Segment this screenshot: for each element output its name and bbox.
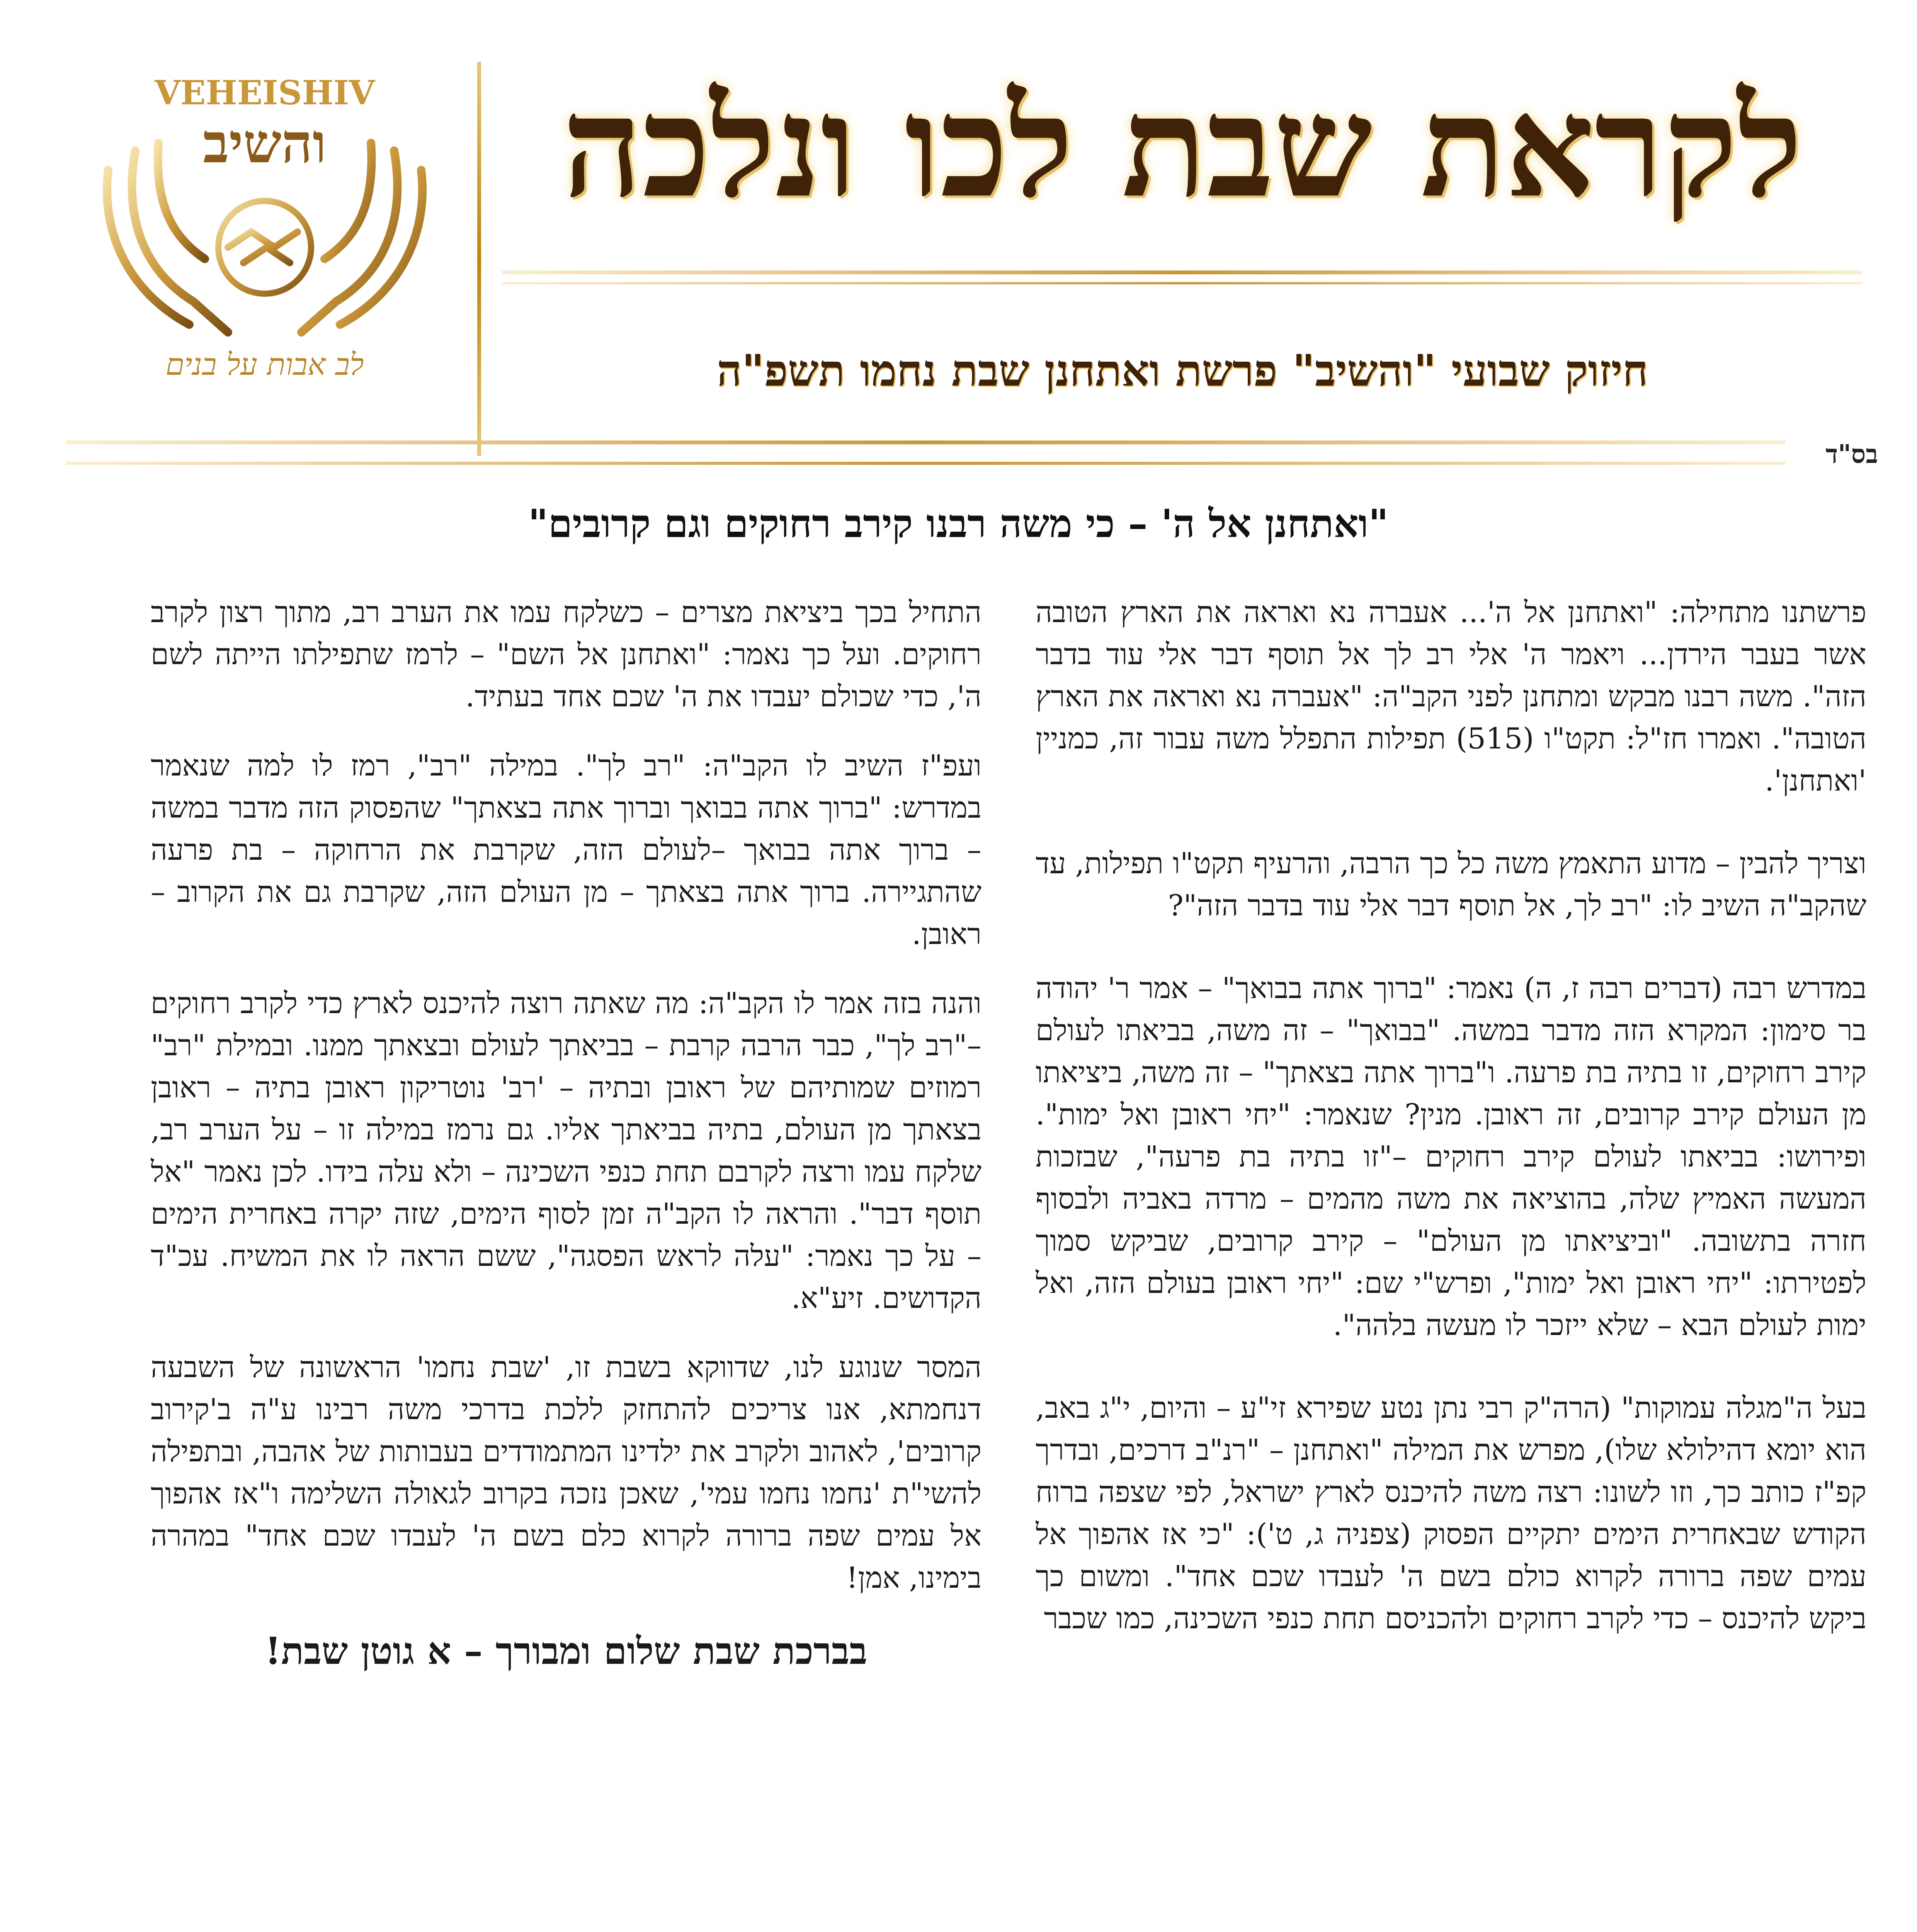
logo-name: והשיב [203, 112, 327, 175]
header-rule-top [66, 440, 1785, 444]
paragraph: וצריך להבין – מדוע התאמץ משה כל כך הרבה, והרעיף תקט"ו תפילות, עד שהקב"ה השיב לו: "רב לך, אל תוסף דבר אלי עוד בדבר הזה"? [1036, 846, 1866, 922]
paragraph: התחיל בכך ביציאת מצרים – כשלקח עמו את הערב רב, מתוך רצון לקרב רחוקים. ועל כך נאמר: "ואתחנן אל השם" – לרמז שתפילתו הייתה לשם ה', כדי שכולם יעבדו את ה' שכם אחד בעתיד. [151, 595, 981, 713]
masthead-divider [477, 62, 481, 456]
paragraph: המסר שנוגע לנו, שדווקא בשבת זו, 'שבת נחמו' הראשונה של השבעה דנחמתא, אנו צריכים להתחזק ללכת בדרכי משה רבינו ע"ה ב'קירוב קרובים', לאהוב ולקרב את ילדינו המתמודדים בעבותות של אהבה, ובתפילה להשי"ת 'נחמו נחמו עמי', שאכן נזכה בקרוב לגאולה השלימה ו"אז אהפוך אל עמים שפה ברורה לקרוא כלם בשם ה' לעבדו שכם אחד" במהרה בימינו, אמן! [151, 1350, 981, 1595]
article-column-right [1036, 591, 1866, 1928]
paragraph: פרשתנו מתחילה: "ואתחנן אל ה'... אעברה נא ואראה את הארץ הטובה אשר בעבר הירדן... ויאמר ה' אלי רב לך אל תוסף דבר אלי עוד בדבר הזה". משה רבנו מבקש ומתחנן לפני הקב"ה: "אעברה נא ואראה את הארץ הטובה". ואמרו חז"ל: תקט"ו (515) תפילות התפלל משה עבור זה, כמניין 'ואתחנן'. [1036, 595, 1866, 798]
newsletter-title: לקראת שבת לכו ונלכה [562, 65, 1803, 228]
article-column-left [151, 591, 981, 1928]
header-rule-bottom [66, 462, 1785, 465]
veheishiv-logo [66, 54, 464, 402]
paragraph: ועפ"ז השיב לו הקב"ה: "רב לך". במילה "רב", רמז לו למה שנאמר במדרש: "ברוך אתה בבואך וברוך אתה בצאתך" שהפסוק הזה מדבר במשה – ברוך אתה בבואך –לעולם הזה, שקרבת את הרחוקה – בת פרעה שהתגיירה. ברוך אתה בצאתך – מן העולם הזה, שקרבת גם את הקרוב – ראובן. [151, 748, 981, 951]
shabbat-blessing: בברכת שבת שלום ומבורך – א גוטן שבת! [265, 1629, 867, 1673]
title-rule-thin [502, 282, 1863, 284]
article-title: "ואתחנן אל ה' – כי משה רבנו קירב רחוקים וגם קרובים" [528, 501, 1389, 546]
logo-slogan: לב אבות על בנים [165, 347, 364, 382]
bsd-mark: בס"ד [1825, 439, 1878, 469]
newsletter-subtitle: חיזוק שבועי "והשיב" פרשת ואתחנן שבת נחמו תשפ"ה [717, 345, 1648, 396]
paragraph: בעל ה"מגלה עמוקות" (הרה"ק רבי נתן נטע שפירא זי"ע – והיום, י"ג באב, הוא יומא דהילולא שלו), מפרש את המילה "ואתחנן – "רנ"ב דרכים, ובדרך קפ"ז כותב כך, וזו לשונו: רצה משה להיכנס לארץ ישראל, לפי שצפה ברוח הקודש שבאחרית הימים יתקיים הפסוק (צפניה ג, ט'): "כי אז אהפוך אל עמים שפה ברורה לקרוא כולם בשם ה' לעבדו שכם אחד". ומשום כך ביקש להיכנס – כדי לקרב רחוקים ולהכניסם תחת כנפי השכינה, כמו שכבר [1036, 1391, 1866, 1635]
handshake-icon [228, 232, 298, 263]
paragraph: והנה בזה אמר לו הקב"ה: מה שאתה רוצה להיכנס לארץ כדי לקרב רחוקים –"רב לך", כבר הרבה קרבת – בביאתך לעולם ובצאתך ממנו. ובמילת "רב" רמוזים שמותיהם של ראובן ובתיה – 'רב' נוטריקון ראובן בתיה – ראובן בצאתך מן העולם, בתיה בביאתך אליו. גם נרמז במילה זו – על הערב רב, שלקח עמו ורצה לקרבם תחת כנפי השכינה – ולא עלה בידו. לכן נאמר "אל תוסף דבר". והראה לו הקב"ה זמן לסוף הימים, שזה יקרה באחרית הימים – על כך נאמר: "עלה לראש הפסגה", ששם הראה לו את המשיח. עכ"ד הקדושים. זיע"א. [151, 986, 981, 1315]
logo-top-text: VEHEISHIV [155, 73, 375, 112]
paragraph: במדרש רבה (דברים רבה ז, ה) נאמר: "ברוך אתה בבואך" – אמר ר' יהודה בר סימון: המקרא הזה מדבר במשה. "בבואך" – זה משה, בביאתו לעולם קירב רחוקים, זו בתיה בת פרעה. ו"ברוך אתה בצאתך" – זה משה, ביציאתו מן העולם קירב קרובים, זה ראובן. מנין? שנאמר: "יחי ראובן ואל ימות". ופירושו: בביאתו לעולם קירב רחוקים –"זו בתיה בת פרעה", שבזכות המעשה האמיץ שלה, בהוציאה את משה מהמים – מרדה באביה ולבסוף חזרה בתשובה. "וביציאתו מן העולם" – קירב קרובים, שביקש סמוך לפטירתו: "יחי ראובן ואל ימות", ופרש"י שם: "יחי ראובן בעולם הזה, ואל ימות לעולם הבא – שלא ייזכר לו מעשה בלהה". [1036, 971, 1866, 1342]
title-rule [502, 270, 1863, 274]
